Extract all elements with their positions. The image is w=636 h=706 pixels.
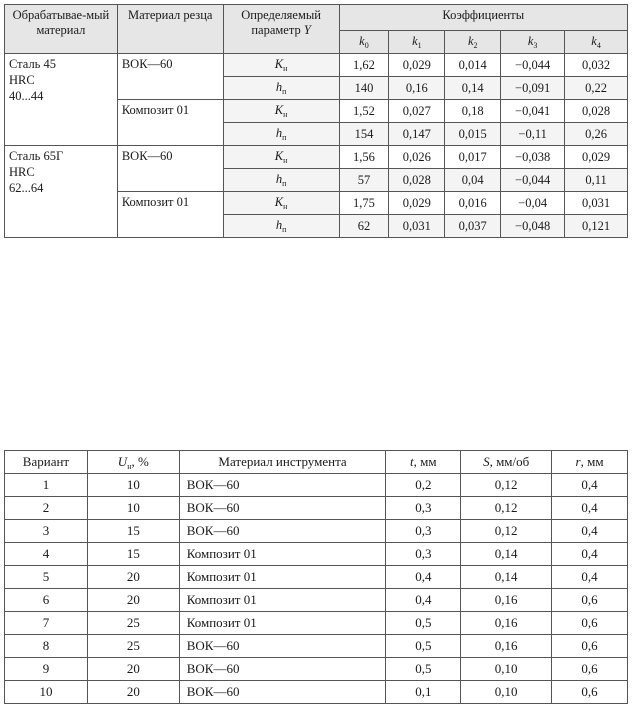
header-radius bbox=[552, 451, 628, 474]
header-k-letter: k bbox=[591, 34, 597, 48]
tool-material-cell: Композит 01 bbox=[179, 543, 386, 566]
coefficient-cell: 0,18 bbox=[445, 100, 501, 123]
parameter-letter: h bbox=[275, 172, 283, 186]
header-radius-letter: r bbox=[575, 454, 581, 469]
radius-cell: 0,4 bbox=[552, 543, 628, 566]
wear-cell: 10 bbox=[87, 474, 179, 497]
radius-cell: 0,6 bbox=[552, 589, 628, 612]
coefficient-cell: 140 bbox=[339, 77, 389, 100]
table-row bbox=[5, 681, 628, 704]
variants-table bbox=[4, 450, 628, 704]
table-row bbox=[5, 146, 628, 169]
coefficient-cell: 0,037 bbox=[445, 215, 501, 238]
parameter-sub: н bbox=[283, 110, 288, 119]
coefficient-cell: −0,048 bbox=[501, 215, 565, 238]
radius-cell: 0,4 bbox=[552, 566, 628, 589]
coefficient-cell: −0,091 bbox=[501, 77, 565, 100]
radius-cell: 0,4 bbox=[552, 520, 628, 543]
header-k-letter: k bbox=[467, 34, 474, 48]
table-row bbox=[5, 543, 628, 566]
parameter-sub: н bbox=[283, 64, 288, 73]
header-variant: Вариант bbox=[5, 451, 88, 474]
table-row bbox=[5, 474, 628, 497]
wear-cell: 15 bbox=[87, 520, 179, 543]
table-row bbox=[5, 520, 628, 543]
parameter-letter: K bbox=[274, 195, 284, 209]
header-k-letter: k bbox=[527, 34, 534, 48]
table-row bbox=[5, 497, 628, 520]
coefficient-cell: −0,044 bbox=[501, 54, 565, 77]
header-workpiece-material: Обрабатывае-мый материал bbox=[5, 5, 118, 54]
workpiece-material-line: HRC bbox=[9, 165, 35, 179]
tool-material-cell: ВОК—60 bbox=[179, 497, 386, 520]
coefficient-cell: 0,031 bbox=[389, 215, 445, 238]
coefficient-cell: −0,04 bbox=[501, 192, 565, 215]
wear-cell: 10 bbox=[87, 497, 179, 520]
workpiece-material-cell bbox=[5, 54, 118, 146]
parameter-sub: п bbox=[282, 179, 287, 188]
header-k1 bbox=[389, 31, 445, 54]
header-k3 bbox=[501, 31, 565, 54]
depth-cell: 0,3 bbox=[386, 520, 461, 543]
header-k0 bbox=[339, 31, 389, 54]
coefficient-cell: 0,029 bbox=[389, 54, 445, 77]
tool-material-cell: ВОК—60 bbox=[179, 474, 386, 497]
coefficient-cell: −0,038 bbox=[501, 146, 565, 169]
variant-cell: 9 bbox=[5, 658, 88, 681]
table-row bbox=[5, 589, 628, 612]
coefficient-cell: −0,041 bbox=[501, 100, 565, 123]
table-row bbox=[5, 635, 628, 658]
feed-cell: 0,12 bbox=[461, 520, 552, 543]
radius-cell: 0,6 bbox=[552, 658, 628, 681]
variant-cell: 10 bbox=[5, 681, 88, 704]
header-depth bbox=[386, 451, 461, 474]
radius-cell: 0,4 bbox=[552, 474, 628, 497]
depth-cell: 0,3 bbox=[386, 497, 461, 520]
cutter-material-cell: Композит 01 bbox=[117, 192, 223, 238]
radius-cell: 0,6 bbox=[552, 635, 628, 658]
parameter-cell bbox=[223, 215, 339, 238]
feed-cell: 0,14 bbox=[461, 543, 552, 566]
header-coefficients: Коэффициенты bbox=[339, 5, 627, 31]
wear-cell: 20 bbox=[87, 658, 179, 681]
parameter-sub: п bbox=[282, 225, 287, 234]
coefficient-cell: −0,11 bbox=[501, 123, 565, 146]
header-wear-letter: U bbox=[117, 453, 128, 469]
variant-cell: 2 bbox=[5, 497, 88, 520]
feed-cell: 0,16 bbox=[461, 635, 552, 658]
feed-cell: 0,14 bbox=[461, 566, 552, 589]
variant-cell: 3 bbox=[5, 520, 88, 543]
parameter-letter: h bbox=[275, 218, 283, 232]
coefficient-cell: 0,028 bbox=[565, 100, 628, 123]
coefficient-cell: 0,028 bbox=[389, 169, 445, 192]
variant-cell: 4 bbox=[5, 543, 88, 566]
parameter-cell bbox=[223, 169, 339, 192]
parameter-letter: K bbox=[274, 103, 284, 117]
wear-cell: 15 bbox=[87, 543, 179, 566]
header-parameter-label: Определяемый параметр bbox=[241, 8, 321, 37]
wear-cell: 25 bbox=[87, 635, 179, 658]
workpiece-material-line: HRC bbox=[9, 73, 35, 87]
feed-cell: 0,16 bbox=[461, 612, 552, 635]
coefficient-cell: 0,031 bbox=[565, 192, 628, 215]
header-k-index: 4 bbox=[596, 41, 601, 50]
parameter-letter: K bbox=[274, 57, 284, 71]
wear-cell: 25 bbox=[87, 612, 179, 635]
tool-material-cell: Композит 01 bbox=[179, 612, 386, 635]
radius-cell: 0,6 bbox=[552, 612, 628, 635]
coefficient-cell: 0,029 bbox=[565, 146, 628, 169]
header-wear-sub: н bbox=[127, 461, 132, 471]
wear-cell: 20 bbox=[87, 681, 179, 704]
coefficient-cell: 0,015 bbox=[445, 123, 501, 146]
tool-material-cell: ВОК—60 bbox=[179, 658, 386, 681]
parameter-letter: K bbox=[274, 149, 284, 163]
coefficient-cell: 1,52 bbox=[339, 100, 389, 123]
header-k2 bbox=[445, 31, 501, 54]
header-k-index: 0 bbox=[364, 41, 369, 50]
header-wear bbox=[87, 451, 179, 474]
coefficient-cell: 0,147 bbox=[389, 123, 445, 146]
wear-cell: 20 bbox=[87, 589, 179, 612]
coefficient-cell: 0,014 bbox=[445, 54, 501, 77]
header-feed-unit: , мм/об bbox=[489, 454, 530, 469]
tool-material-cell: ВОК—60 bbox=[179, 635, 386, 658]
header-k-letter: k bbox=[359, 34, 365, 48]
feed-cell: 0,12 bbox=[461, 497, 552, 520]
parameter-sub: п bbox=[282, 133, 287, 142]
parameter-letter: h bbox=[275, 126, 283, 140]
parameter-sub: п bbox=[282, 87, 287, 96]
parameter-cell bbox=[223, 77, 339, 100]
coefficient-cell: 0,16 bbox=[389, 77, 445, 100]
cutter-material-cell: ВОК—60 bbox=[117, 146, 223, 192]
wear-cell: 20 bbox=[87, 566, 179, 589]
depth-cell: 0,5 bbox=[386, 658, 461, 681]
variant-cell: 1 bbox=[5, 474, 88, 497]
header-k-index: 2 bbox=[473, 41, 478, 50]
header-radius-unit: , мм bbox=[580, 454, 604, 469]
table-row bbox=[5, 658, 628, 681]
workpiece-material-cell bbox=[5, 146, 118, 238]
cutter-material-cell: Композит 01 bbox=[117, 100, 223, 146]
variant-cell: 8 bbox=[5, 635, 88, 658]
tool-material-cell: ВОК—60 bbox=[179, 520, 386, 543]
coefficient-cell: 0,26 bbox=[565, 123, 628, 146]
coefficient-cell: 1,75 bbox=[339, 192, 389, 215]
coefficient-cell: 0,22 bbox=[565, 77, 628, 100]
parameter-letter: h bbox=[275, 80, 283, 94]
coefficient-cell: 154 bbox=[339, 123, 389, 146]
variant-cell: 6 bbox=[5, 589, 88, 612]
tool-material-cell: Композит 01 bbox=[179, 566, 386, 589]
parameter-cell bbox=[223, 192, 339, 215]
header-wear-unit: , % bbox=[131, 453, 149, 469]
header-cutter-material: Материал резца bbox=[117, 5, 223, 54]
coefficient-cell: 0,016 bbox=[445, 192, 501, 215]
depth-cell: 0,4 bbox=[386, 589, 461, 612]
parameter-sub: н bbox=[283, 156, 288, 165]
header-k-index: 1 bbox=[417, 41, 422, 50]
header-feed-letter: S bbox=[483, 454, 490, 469]
variant-cell: 5 bbox=[5, 566, 88, 589]
coefficient-cell: 0,032 bbox=[565, 54, 628, 77]
table-row bbox=[5, 54, 628, 77]
coefficient-cell: 0,029 bbox=[389, 192, 445, 215]
coefficient-cell: 62 bbox=[339, 215, 389, 238]
header-parameter-var: Y bbox=[303, 23, 311, 37]
coefficient-cell: −0,044 bbox=[501, 169, 565, 192]
radius-cell: 0,6 bbox=[552, 681, 628, 704]
workpiece-material-line: Сталь 65Г bbox=[9, 149, 64, 163]
cutter-material-cell: ВОК—60 bbox=[117, 54, 223, 100]
coefficient-cell: 1,62 bbox=[339, 54, 389, 77]
coefficient-cell: 0,121 bbox=[565, 215, 628, 238]
depth-cell: 0,5 bbox=[386, 612, 461, 635]
coefficient-cell: 0,017 bbox=[445, 146, 501, 169]
coefficient-cell: 0,04 bbox=[445, 169, 501, 192]
header-k-index: 3 bbox=[533, 41, 538, 50]
coefficient-cell: 0,14 bbox=[445, 77, 501, 100]
coefficient-cell: 1,56 bbox=[339, 146, 389, 169]
header-k4 bbox=[565, 31, 628, 54]
depth-cell: 0,4 bbox=[386, 566, 461, 589]
variant-cell: 7 bbox=[5, 612, 88, 635]
header-k-letter: k bbox=[412, 34, 418, 48]
depth-cell: 0,2 bbox=[386, 474, 461, 497]
table-row bbox=[5, 566, 628, 589]
header-feed bbox=[461, 451, 552, 474]
depth-cell: 0,5 bbox=[386, 635, 461, 658]
depth-cell: 0,1 bbox=[386, 681, 461, 704]
table-row bbox=[5, 612, 628, 635]
parameter-cell bbox=[223, 123, 339, 146]
header-depth-letter: t bbox=[410, 454, 414, 469]
header-depth-unit: , мм bbox=[413, 454, 437, 469]
workpiece-material-line: 40...44 bbox=[9, 89, 44, 103]
coefficient-cell: 0,027 bbox=[389, 100, 445, 123]
parameter-cell bbox=[223, 146, 339, 169]
feed-cell: 0,12 bbox=[461, 474, 552, 497]
coefficient-cell: 0,026 bbox=[389, 146, 445, 169]
tool-material-cell: Композит 01 bbox=[179, 589, 386, 612]
feed-cell: 0,16 bbox=[461, 589, 552, 612]
coefficient-cell: 57 bbox=[339, 169, 389, 192]
feed-cell: 0,10 bbox=[461, 658, 552, 681]
workpiece-material-line: 62...64 bbox=[9, 181, 44, 195]
parameter-sub: н bbox=[283, 202, 288, 211]
workpiece-material-line: Сталь 45 bbox=[9, 57, 57, 71]
radius-cell: 0,4 bbox=[552, 497, 628, 520]
coefficients-table bbox=[4, 4, 628, 238]
coefficient-cell: 0,11 bbox=[565, 169, 628, 192]
header-tool-material: Материал инструмента bbox=[179, 451, 386, 474]
parameter-cell bbox=[223, 54, 339, 77]
depth-cell: 0,3 bbox=[386, 543, 461, 566]
tool-material-cell: ВОК—60 bbox=[179, 681, 386, 704]
parameter-cell bbox=[223, 100, 339, 123]
feed-cell: 0,10 bbox=[461, 681, 552, 704]
header-parameter bbox=[223, 5, 339, 54]
